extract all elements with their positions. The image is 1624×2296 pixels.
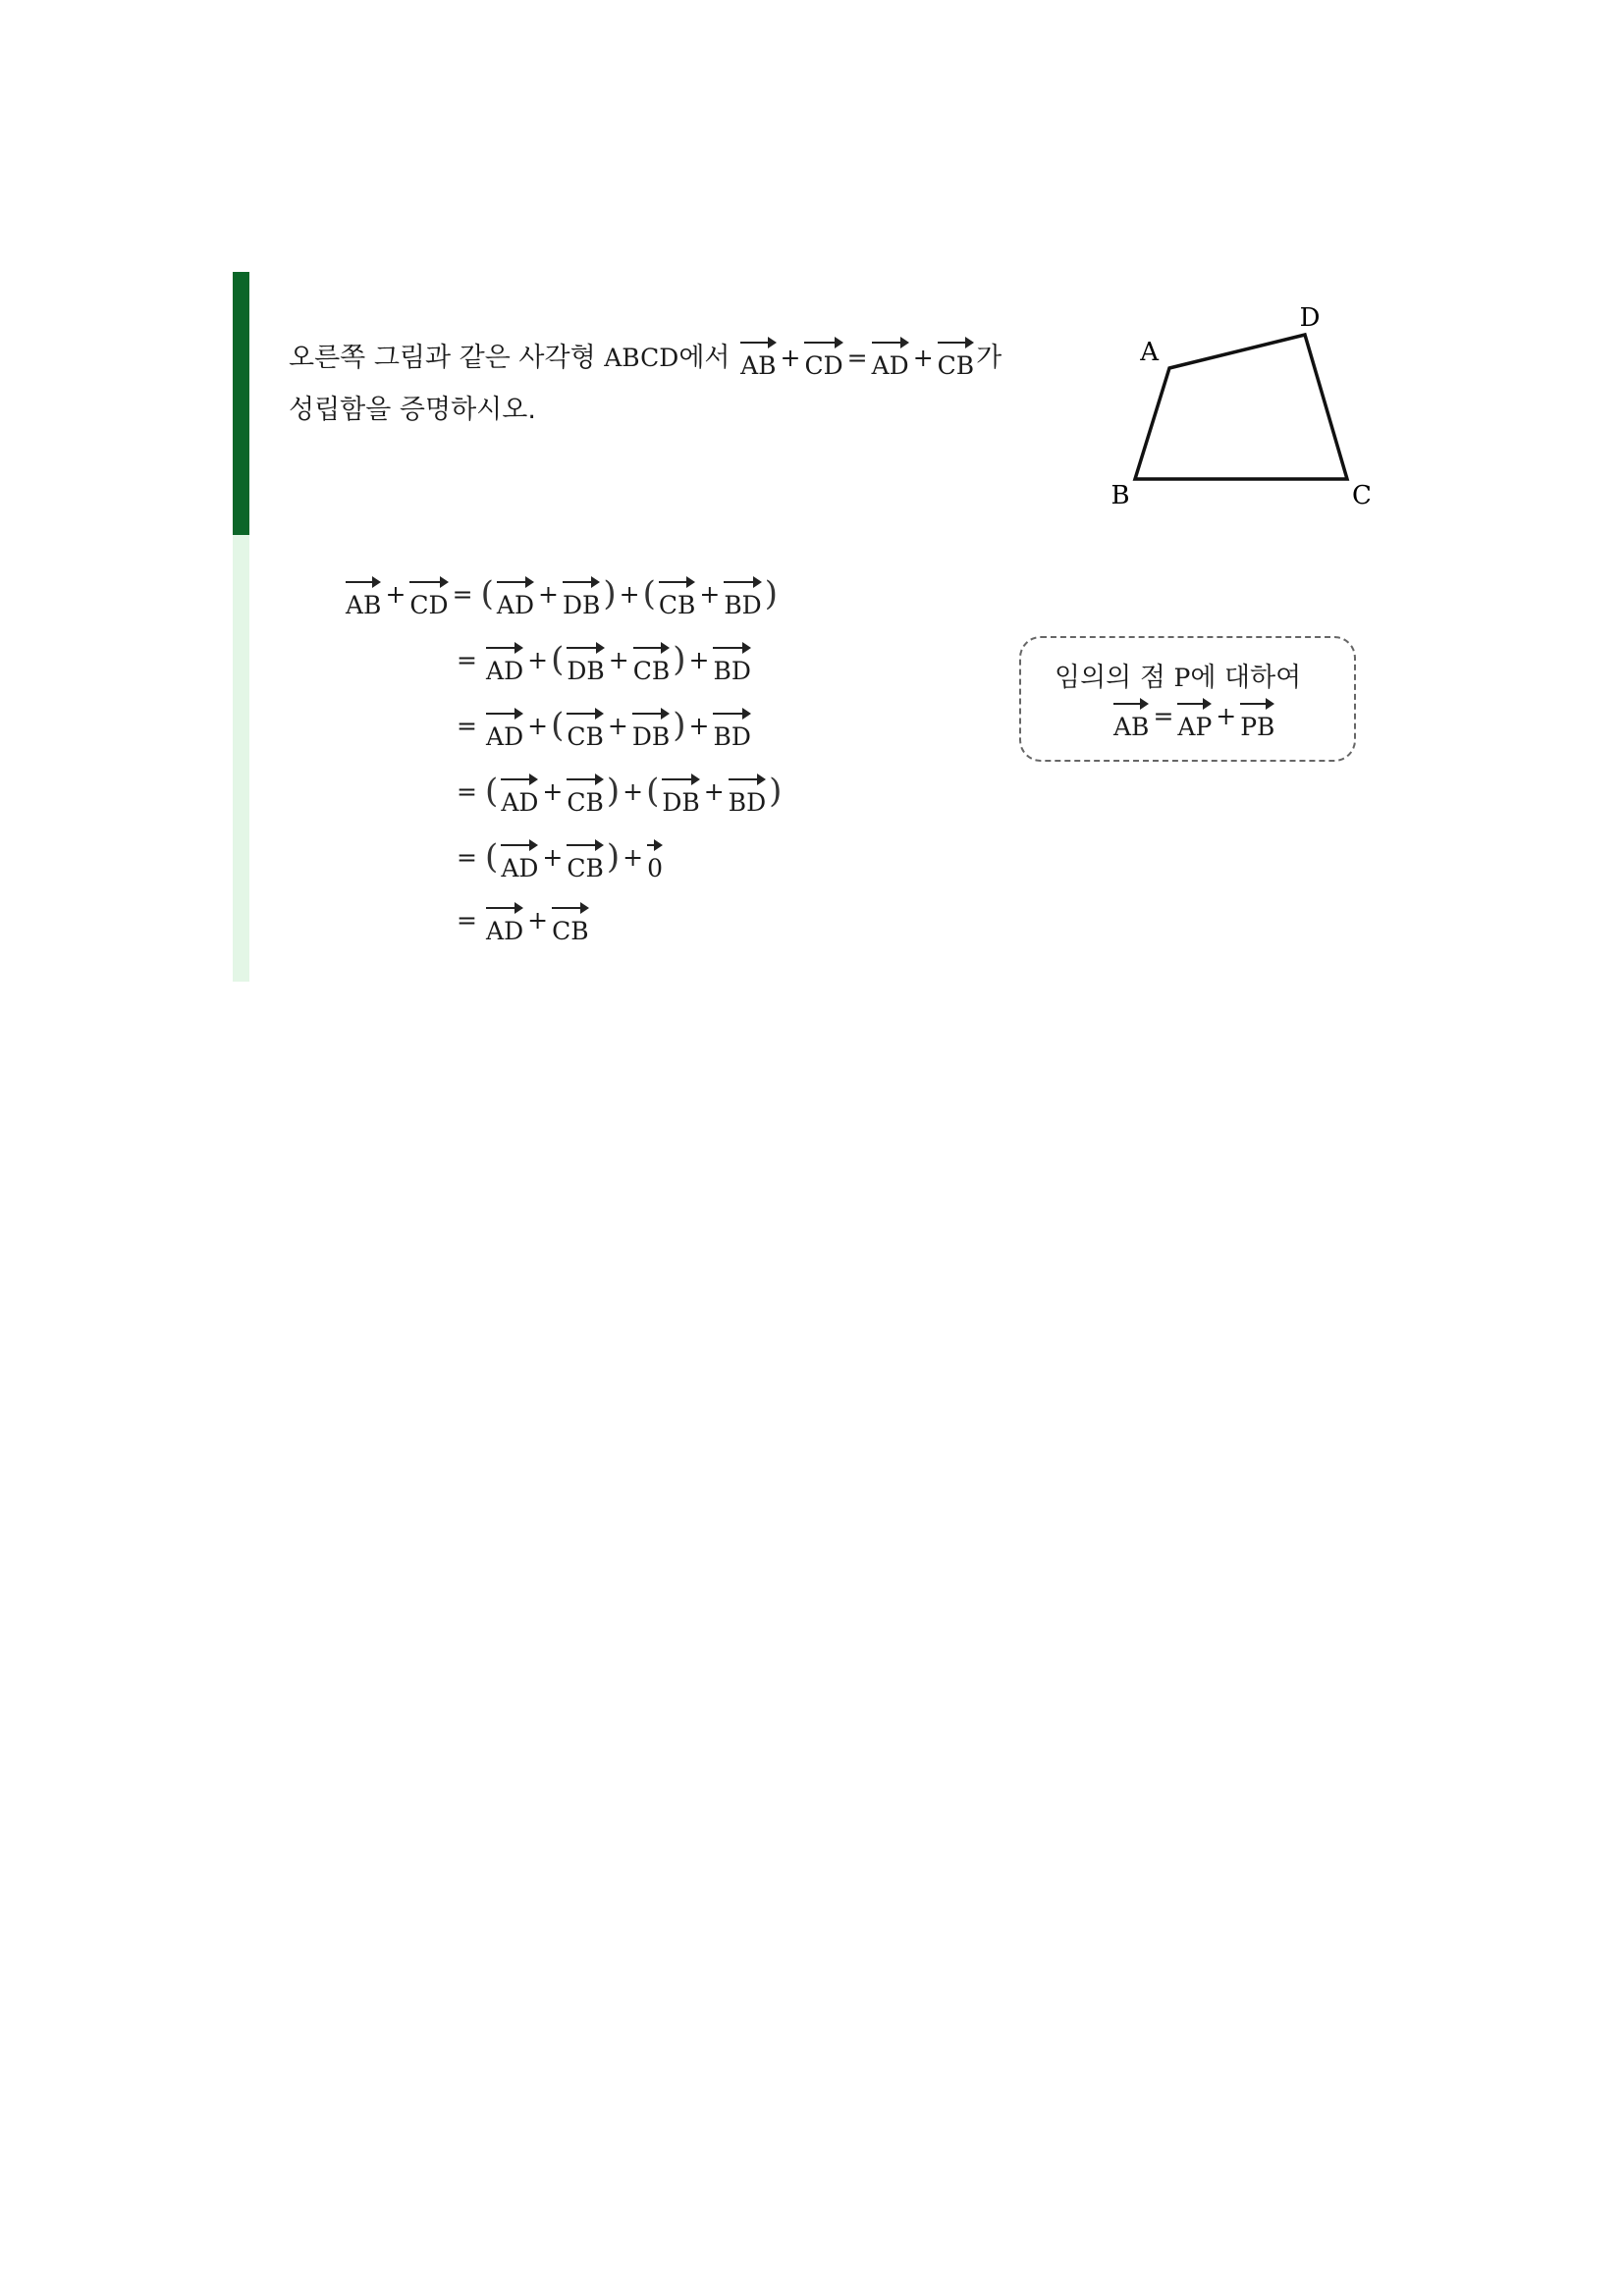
vector-ad: AD <box>486 645 523 683</box>
vector-cb: CB <box>567 776 604 815</box>
vertex-label-a: A <box>1140 338 1159 367</box>
hint-title-suffix: 에 대하여 <box>1190 663 1302 693</box>
left-paren: ( <box>646 772 660 811</box>
question-prefix: 오른쪽 그림과 같은 사각형 <box>289 343 596 373</box>
equals-sign: = <box>1153 702 1174 730</box>
vector-db: DB <box>662 776 699 815</box>
vector-ad: AD <box>872 340 909 378</box>
vector-ab: AB <box>1113 701 1149 739</box>
vector-ad: AD <box>501 842 538 881</box>
hint-point: P <box>1173 664 1191 692</box>
proof-line-5 <box>455 835 665 881</box>
plus-sign: + <box>527 906 549 934</box>
plus-sign: + <box>527 712 549 740</box>
proof-line-3 <box>455 704 753 749</box>
vector-cb: CB <box>552 905 589 943</box>
equals-sign: = <box>457 646 477 674</box>
equals-sign: = <box>457 843 477 872</box>
accent-bar-solution <box>233 535 249 982</box>
plus-sign: + <box>688 712 710 740</box>
equals-sign: = <box>457 712 477 740</box>
zero-vector: 0 <box>647 842 663 881</box>
proof-line-6 <box>455 901 591 943</box>
plus-sign: + <box>608 646 629 674</box>
vector-ab: AB <box>740 340 776 378</box>
vector-cb: CB <box>938 340 975 378</box>
vector-bd: BD <box>729 776 766 815</box>
plus-sign: + <box>780 344 801 372</box>
vector-ad: AD <box>486 905 523 943</box>
quad-name: ABCD <box>604 344 679 372</box>
vector-db: DB <box>563 579 600 617</box>
question-particle: 에서 <box>678 343 731 373</box>
vector-bd: BD <box>724 579 761 617</box>
plus-sign: + <box>542 843 564 872</box>
plus-sign: + <box>619 580 640 609</box>
vector-cd: CD <box>409 579 448 617</box>
hint-title <box>1055 656 1301 694</box>
vector-ad: AD <box>497 579 534 617</box>
plus-sign: + <box>688 646 710 674</box>
hint-equation <box>1111 697 1276 739</box>
proof-line-2 <box>455 638 753 683</box>
question-suffix: 가 <box>976 343 1002 373</box>
left-paren: ( <box>480 574 494 614</box>
vector-cd: CD <box>804 340 842 378</box>
vector-db: DB <box>567 645 604 683</box>
vector-cb: CB <box>633 645 671 683</box>
plus-sign: + <box>699 580 721 609</box>
vertex-label-b: B <box>1110 481 1130 510</box>
right-paren: ) <box>673 640 686 679</box>
equals-sign: = <box>846 344 868 372</box>
right-paren: ) <box>673 706 686 745</box>
right-paren: ) <box>603 574 617 614</box>
plus-sign: + <box>542 777 564 806</box>
quadrilateral-abcd <box>1135 335 1347 479</box>
question-line-2: 성립함을 증명하시오. <box>289 395 536 425</box>
vector-ap: AP <box>1177 701 1212 739</box>
plus-sign: + <box>607 712 628 740</box>
right-paren: ) <box>606 772 621 811</box>
vector-cb: CB <box>567 711 604 749</box>
question-line-1 <box>289 339 1001 378</box>
right-paren: ) <box>764 574 778 614</box>
proof-line-1 <box>344 572 779 617</box>
plus-sign: + <box>538 580 559 609</box>
vector-bd: BD <box>713 711 750 749</box>
vertex-label-c: C <box>1352 481 1372 510</box>
vector-db: DB <box>632 711 670 749</box>
hint-box <box>1019 636 1356 762</box>
plus-sign: + <box>703 777 725 806</box>
vector-ad: AD <box>486 711 523 749</box>
hint-title-prefix: 임의의 점 <box>1055 663 1165 693</box>
plus-sign: + <box>912 344 934 372</box>
equals-sign: = <box>452 580 473 609</box>
vector-cb: CB <box>567 842 604 881</box>
vector-pb: PB <box>1240 701 1274 739</box>
equals-sign: = <box>457 906 477 934</box>
left-paren: ( <box>485 772 499 811</box>
quadrilateral-figure <box>1105 299 1399 515</box>
right-paren: ) <box>769 772 783 811</box>
left-paren: ( <box>551 706 565 745</box>
plus-sign: + <box>527 646 549 674</box>
left-paren: ( <box>485 837 499 877</box>
plus-sign: + <box>623 843 644 872</box>
vertex-label-d: D <box>1299 303 1321 333</box>
vector-bd: BD <box>713 645 750 683</box>
plus-sign: + <box>385 580 406 609</box>
accent-bar-question <box>233 272 249 535</box>
plus-sign: + <box>623 777 644 806</box>
vector-ab: AB <box>346 579 381 617</box>
vector-cb: CB <box>659 579 696 617</box>
right-paren: ) <box>606 837 621 877</box>
left-paren: ( <box>551 640 565 679</box>
vector-ad: AD <box>501 776 538 815</box>
plus-sign: + <box>1216 702 1237 730</box>
proof-line-4 <box>455 770 783 815</box>
left-paren: ( <box>642 574 656 614</box>
equals-sign: = <box>457 777 477 806</box>
